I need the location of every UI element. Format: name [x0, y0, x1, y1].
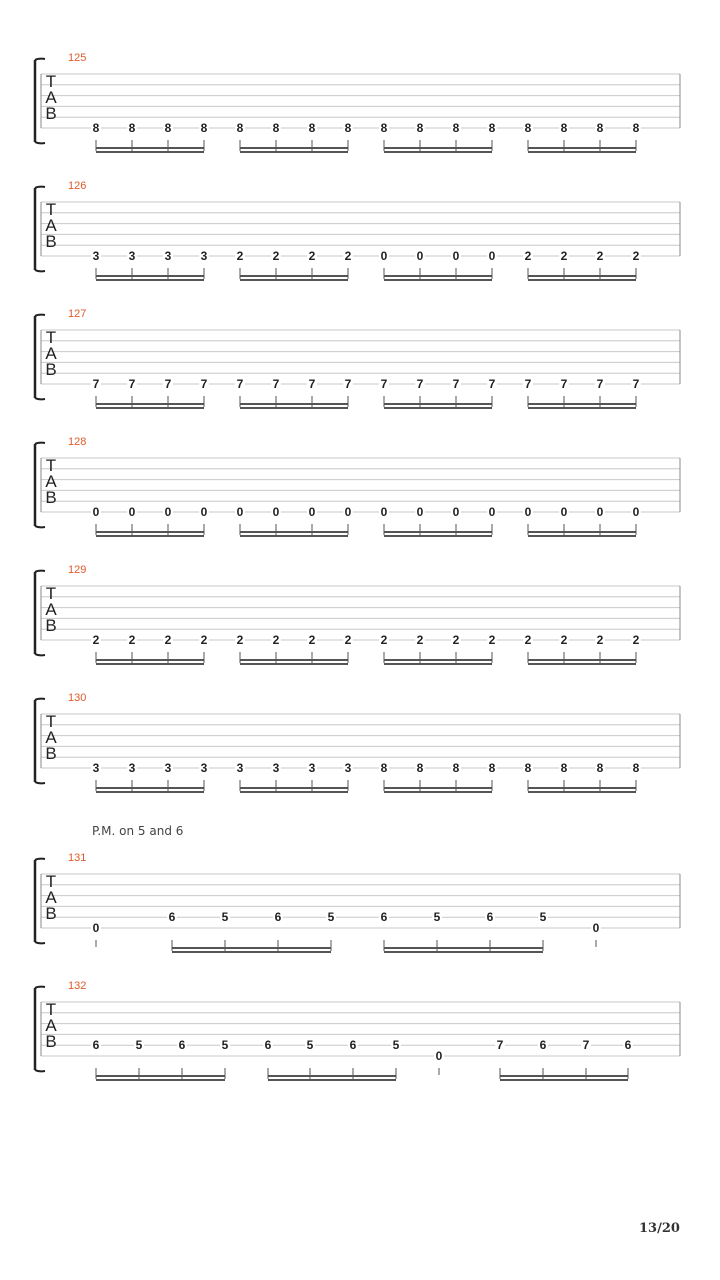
fret-number: 2 [596, 633, 604, 647]
bracket-top-hook [35, 315, 45, 316]
beam-primary [384, 275, 492, 277]
beam-secondary [384, 535, 492, 537]
fret-number: 2 [560, 633, 568, 647]
fret-number: 6 [178, 1038, 186, 1053]
beam-primary [240, 147, 348, 149]
beam-primary [500, 1075, 628, 1077]
beam-primary [96, 787, 204, 789]
fret-number: 7 [488, 377, 496, 391]
beam-secondary [384, 407, 492, 409]
fret-number: 0 [632, 505, 640, 519]
beam-primary [528, 275, 636, 277]
tab-clef-letter: T [45, 72, 57, 91]
tab-clef-letter: A [45, 728, 57, 747]
fret-number: 0 [92, 505, 100, 519]
beam-primary [528, 531, 636, 533]
fret-number: 6 [168, 910, 176, 925]
fret-number: 3 [308, 761, 316, 775]
tab-clef-letter: B [45, 904, 57, 923]
fret-number: 8 [560, 121, 568, 135]
fret-number: 8 [488, 761, 496, 775]
fret-number: 2 [92, 633, 100, 647]
fret-number: 5 [135, 1038, 143, 1053]
fret-number: 5 [433, 910, 441, 925]
fret-number: 7 [632, 377, 640, 391]
fret-number: 0 [380, 505, 388, 519]
measure-number: 130 [68, 692, 87, 704]
beam-secondary [528, 663, 636, 665]
fret-number: 2 [344, 633, 352, 647]
beam-secondary [96, 151, 204, 153]
beam-secondary [384, 663, 492, 665]
fret-number: 5 [539, 910, 547, 925]
fret-number: 7 [496, 1038, 504, 1053]
tab-clef-letter: B [45, 232, 57, 251]
beam-primary [240, 659, 348, 661]
beam-secondary [96, 1079, 225, 1081]
fret-number: 8 [596, 121, 604, 135]
fret-number: 8 [524, 761, 532, 775]
fret-number: 0 [164, 505, 172, 519]
tab-clef-letter: T [45, 1000, 57, 1019]
fret-number: 7 [236, 377, 244, 391]
beam-primary [172, 947, 331, 949]
beam-secondary [96, 535, 204, 537]
fret-number: 0 [452, 505, 460, 519]
fret-number: 6 [349, 1038, 357, 1053]
fret-number: 3 [344, 761, 352, 775]
tab-clef-letter: A [45, 888, 57, 907]
fret-number: 6 [486, 910, 494, 925]
bracket-top-hook [35, 859, 45, 860]
fret-number: 7 [582, 1038, 590, 1053]
beam-secondary [500, 1079, 628, 1081]
fret-number: 7 [308, 377, 316, 391]
fret-number: 2 [380, 633, 388, 647]
fret-number: 3 [128, 761, 136, 775]
fret-number: 3 [272, 761, 280, 775]
fret-number: 7 [560, 377, 568, 391]
beam-secondary [384, 279, 492, 281]
beam-secondary [240, 663, 348, 665]
fret-number: 5 [306, 1038, 314, 1053]
beam-primary [384, 947, 543, 949]
bracket-top-hook [35, 571, 45, 572]
fret-number: 0 [592, 921, 600, 935]
fret-number: 5 [327, 910, 335, 925]
fret-number: 6 [624, 1038, 632, 1053]
fret-number: 0 [200, 505, 208, 519]
measure-number: 125 [68, 52, 87, 64]
beam-secondary [172, 951, 331, 953]
measure-number: 131 [68, 852, 87, 864]
fret-number: 8 [488, 121, 496, 135]
fret-number: 8 [128, 121, 136, 135]
fret-number: 0 [128, 505, 136, 519]
measure-number: 128 [68, 436, 87, 448]
fret-number: 5 [392, 1038, 400, 1053]
fret-number: 8 [236, 121, 244, 135]
bracket-bottom-hook [35, 398, 45, 399]
beam-primary [96, 403, 204, 405]
tab-clef-letter: B [45, 488, 57, 507]
fret-number: 2 [200, 633, 208, 647]
fret-number: 2 [452, 633, 460, 647]
fret-number: 8 [632, 121, 640, 135]
fret-number: 6 [274, 910, 282, 925]
fret-number: 7 [380, 377, 388, 391]
fret-number: 8 [452, 121, 460, 135]
fret-number: 8 [452, 761, 460, 775]
fret-number: 0 [416, 249, 424, 263]
fret-number: 8 [308, 121, 316, 135]
fret-number: 8 [560, 761, 568, 775]
tab-clef-letter: A [45, 216, 57, 235]
fret-number: 2 [272, 633, 280, 647]
fret-number: 3 [92, 761, 100, 775]
fret-number: 5 [221, 1038, 229, 1053]
beam-primary [384, 787, 492, 789]
beam-secondary [96, 279, 204, 281]
beam-primary [384, 531, 492, 533]
fret-number: 8 [416, 121, 424, 135]
tab-clef-letter: A [45, 344, 57, 363]
bracket-bottom-hook [35, 142, 45, 143]
beam-secondary [96, 407, 204, 409]
fret-number: 8 [380, 121, 388, 135]
fret-number: 7 [452, 377, 460, 391]
fret-number: 2 [344, 249, 352, 263]
fret-number: 3 [236, 761, 244, 775]
fret-number: 7 [200, 377, 208, 391]
bracket-bottom-hook [35, 526, 45, 527]
fret-number: 0 [308, 505, 316, 519]
fret-number: 8 [380, 761, 388, 775]
bracket-top-hook [35, 187, 45, 188]
tab-clef-letter: A [45, 472, 57, 491]
bracket-top-hook [35, 987, 45, 988]
measure-number: 127 [68, 308, 87, 320]
beam-primary [528, 787, 636, 789]
beam-secondary [528, 407, 636, 409]
fret-number: 2 [524, 249, 532, 263]
fret-number: 2 [236, 633, 244, 647]
fret-number: 2 [236, 249, 244, 263]
beam-primary [528, 147, 636, 149]
beam-secondary [96, 791, 204, 793]
bracket-bottom-hook [35, 942, 45, 943]
tab-clef-letter: B [45, 1032, 57, 1051]
beam-primary [528, 403, 636, 405]
fret-number: 0 [452, 249, 460, 263]
beam-primary [240, 403, 348, 405]
beam-primary [384, 403, 492, 405]
bracket-bottom-hook [35, 654, 45, 655]
fret-number: 2 [272, 249, 280, 263]
fret-number: 8 [200, 121, 208, 135]
beam-secondary [528, 151, 636, 153]
beam-secondary [384, 791, 492, 793]
fret-number: 2 [308, 633, 316, 647]
beam-primary [384, 147, 492, 149]
fret-number: 7 [164, 377, 172, 391]
beam-secondary [240, 535, 348, 537]
fret-number: 8 [596, 761, 604, 775]
fret-number: 0 [435, 1049, 443, 1063]
fret-number: 0 [488, 249, 496, 263]
fret-number: 2 [164, 633, 172, 647]
tab-clef-letter: B [45, 744, 57, 763]
fret-number: 0 [488, 505, 496, 519]
tab-clef-letter: B [45, 360, 57, 379]
tab-clef-letter: T [45, 328, 57, 347]
palm-mute-annotation: P.M. on 5 and 6 [92, 824, 184, 838]
fret-number: 0 [380, 249, 388, 263]
bracket-top-hook [35, 59, 45, 60]
fret-number: 0 [344, 505, 352, 519]
fret-number: 0 [560, 505, 568, 519]
bracket-top-hook [35, 699, 45, 700]
beam-primary [240, 275, 348, 277]
fret-number: 7 [272, 377, 280, 391]
beam-secondary [240, 407, 348, 409]
fret-number: 0 [416, 505, 424, 519]
fret-number: 2 [128, 633, 136, 647]
fret-number: 3 [128, 249, 136, 263]
beam-primary [96, 531, 204, 533]
tab-clef-letter: T [45, 872, 57, 891]
fret-number: 8 [272, 121, 280, 135]
fret-number: 8 [344, 121, 352, 135]
fret-number: 0 [596, 505, 604, 519]
fret-number: 8 [164, 121, 172, 135]
beam-secondary [268, 1079, 396, 1081]
fret-number: 2 [524, 633, 532, 647]
fret-number: 7 [128, 377, 136, 391]
tab-clef-letter: B [45, 104, 57, 123]
measure-number: 132 [68, 980, 87, 992]
fret-number: 6 [264, 1038, 272, 1053]
fret-number: 7 [416, 377, 424, 391]
tab-clef-letter: B [45, 616, 57, 635]
fret-number: 3 [200, 249, 208, 263]
beam-primary [240, 787, 348, 789]
beam-secondary [528, 791, 636, 793]
fret-number: 5 [221, 910, 229, 925]
fret-number: 0 [236, 505, 244, 519]
fret-number: 6 [92, 1038, 100, 1053]
tab-clef-letter: T [45, 456, 57, 475]
page-number: 13/20 [639, 1221, 680, 1236]
fret-number: 7 [524, 377, 532, 391]
beam-secondary [96, 663, 204, 665]
beam-primary [96, 1075, 225, 1077]
fret-number: 2 [596, 249, 604, 263]
fret-number: 8 [416, 761, 424, 775]
fret-number: 3 [92, 249, 100, 263]
fret-number: 6 [380, 910, 388, 925]
fret-number: 8 [92, 121, 100, 135]
fret-number: 3 [164, 249, 172, 263]
bracket-bottom-hook [35, 270, 45, 271]
tab-clef-letter: A [45, 1016, 57, 1035]
beam-secondary [384, 951, 543, 953]
fret-number: 8 [632, 761, 640, 775]
fret-number: 6 [539, 1038, 547, 1053]
fret-number: 0 [524, 505, 532, 519]
fret-number: 2 [488, 633, 496, 647]
beam-secondary [240, 151, 348, 153]
tab-clef-letter: A [45, 600, 57, 619]
beam-primary [96, 659, 204, 661]
fret-number: 0 [92, 921, 100, 935]
measure-number: 126 [68, 180, 87, 192]
fret-number: 2 [632, 633, 640, 647]
fret-number: 2 [416, 633, 424, 647]
bracket-top-hook [35, 443, 45, 444]
measure-number: 129 [68, 564, 87, 576]
tab-clef-letter: T [45, 712, 57, 731]
fret-number: 2 [308, 249, 316, 263]
fret-number: 7 [344, 377, 352, 391]
beam-primary [96, 275, 204, 277]
fret-number: 8 [524, 121, 532, 135]
beam-primary [384, 659, 492, 661]
beam-secondary [384, 151, 492, 153]
bracket-bottom-hook [35, 1070, 45, 1071]
tab-clef-letter: T [45, 584, 57, 603]
beam-primary [96, 147, 204, 149]
tab-clef-letter: T [45, 200, 57, 219]
fret-number: 3 [200, 761, 208, 775]
beam-secondary [240, 791, 348, 793]
fret-number: 2 [560, 249, 568, 263]
fret-number: 7 [92, 377, 100, 391]
tab-clef-letter: A [45, 88, 57, 107]
beam-secondary [528, 535, 636, 537]
fret-number: 2 [632, 249, 640, 263]
beam-secondary [240, 279, 348, 281]
fret-number: 7 [596, 377, 604, 391]
beam-primary [268, 1075, 396, 1077]
bracket-bottom-hook [35, 782, 45, 783]
beam-primary [240, 531, 348, 533]
beam-secondary [528, 279, 636, 281]
fret-number: 3 [164, 761, 172, 775]
beam-primary [528, 659, 636, 661]
fret-number: 0 [272, 505, 280, 519]
